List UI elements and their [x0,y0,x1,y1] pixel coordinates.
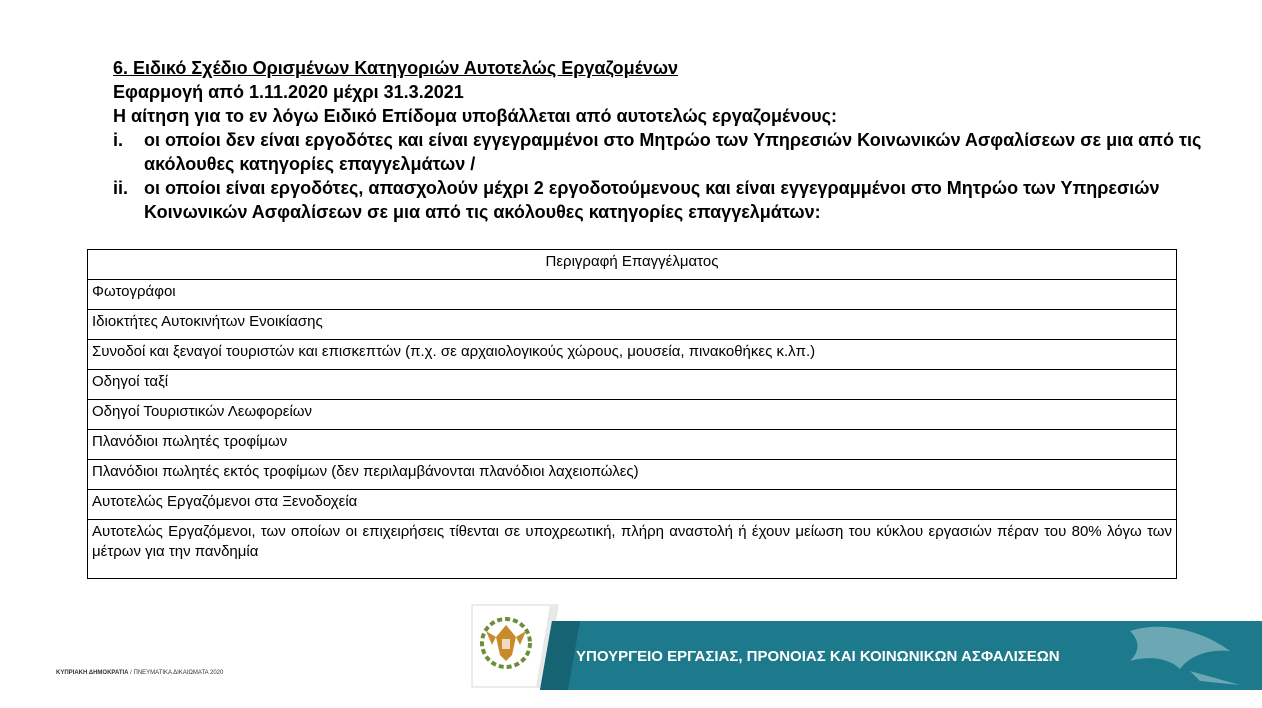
table-cell: Οδηγοί Τουριστικών Λεωφορείων [88,400,1177,430]
table-cell: Αυτοτελώς Εργαζόμενοι, των οποίων οι επιχειρήσεις τίθενται σε υποχρεωτική, πλήρη αναστολή ή έχουν μείωση του κύκλου εργασιών πέραν του 80% λόγω των μέτρων για την πανδημία [88,520,1177,579]
table-row [88,280,1177,310]
list-item [113,176,1213,224]
table-row [88,310,1177,340]
occupations-table [87,249,1177,579]
table-row [88,460,1177,490]
table-cell: Συνοδοί και ξεναγοί τουριστών και επισκεπτών (π.χ. σε αρχαιολογικούς χώρους, μουσεία, πινακοθήκες κ.λπ.) [88,340,1177,370]
table-cell: Οδηγοί ταξί [88,370,1177,400]
table-cell: Αυτοτελώς Εργαζόμενοι στα Ξενοδοχεία [88,490,1177,520]
footer-separator: / [128,670,134,676]
table-row [88,400,1177,430]
list-item-text: οι οποίοι δεν είναι εργοδότες και είναι εγγεγραμμένοι στο Μητρώο των Υπηρεσιών Κοινωνικών Ασφαλίσεων σε μια από τις ακόλουθες κατηγορίες επαγγελμάτων / [144,130,1202,174]
section-title: 6. Ειδικό Σχέδιο Ορισμένων Κατηγοριών Αυτοτελώς Εργαζομένων [113,58,679,78]
intro-text: Η αίτηση για το εν λόγω Ειδικό Επίδομα υποβάλλεται από αυτοτελώς εργαζομένους: [113,106,838,126]
list-item [113,128,1213,176]
application-period: Εφαρμογή από 1.11.2020 μέχρι 31.3.2021 [113,82,464,102]
table-cell: Πλανόδιοι πωλητές εκτός τροφίμων (δεν περιλαμβάνονται πλανόδιοι λαχειοπώλες) [88,460,1177,490]
table-cell: Ιδιοκτήτες Αυτοκινήτων Ενοικίασης [88,310,1177,340]
footer-org: ΚΥΠΡΙΑΚΗ ΔΗΜΟΚΡΑΤΙΑ [56,670,129,676]
table-row [88,370,1177,400]
table-cell: Φωτογράφοι [88,280,1177,310]
footer-subtitle: ΠΝΕΥΜΑΤΙΚΑ ΔΙΚΑΙΩΜΑΤΑ 2020 [133,670,224,676]
table-row [88,520,1177,579]
list-marker: ii. [113,178,129,198]
table-row [88,340,1177,370]
list-item-text: οι οποίοι είναι εργοδότες, απασχολούν μέχρι 2 εργοδοτούμενους και είναι εγγεγραμμένοι στο Μητρώο των Υπηρεσιών Κοινωνικών Ασφαλίσεων σε μια από τις ακόλουθες κατηγορίες επαγγελμάτων: [144,178,1160,222]
ministry-name: ΥΠΟΥΡΓΕΙΟ ΕΡΓΑΣΙΑΣ, ΠΡΟΝΟΙΑΣ ΚΑΙ ΚΟΙΝΩΝΙΚΩΝ ΑΣΦΑΛΙΣΕΩΝ [576,648,1060,665]
section-heading [113,56,1213,224]
table-header-cell: Περιγραφή Επαγγέλματος [88,250,1177,280]
list-marker: i. [113,130,124,150]
table-row [88,490,1177,520]
table-header-row [88,250,1177,280]
footer-copyright [56,670,223,676]
table-row [88,430,1177,460]
table-cell: Πλανόδιοι πωλητές τροφίμων [88,430,1177,460]
